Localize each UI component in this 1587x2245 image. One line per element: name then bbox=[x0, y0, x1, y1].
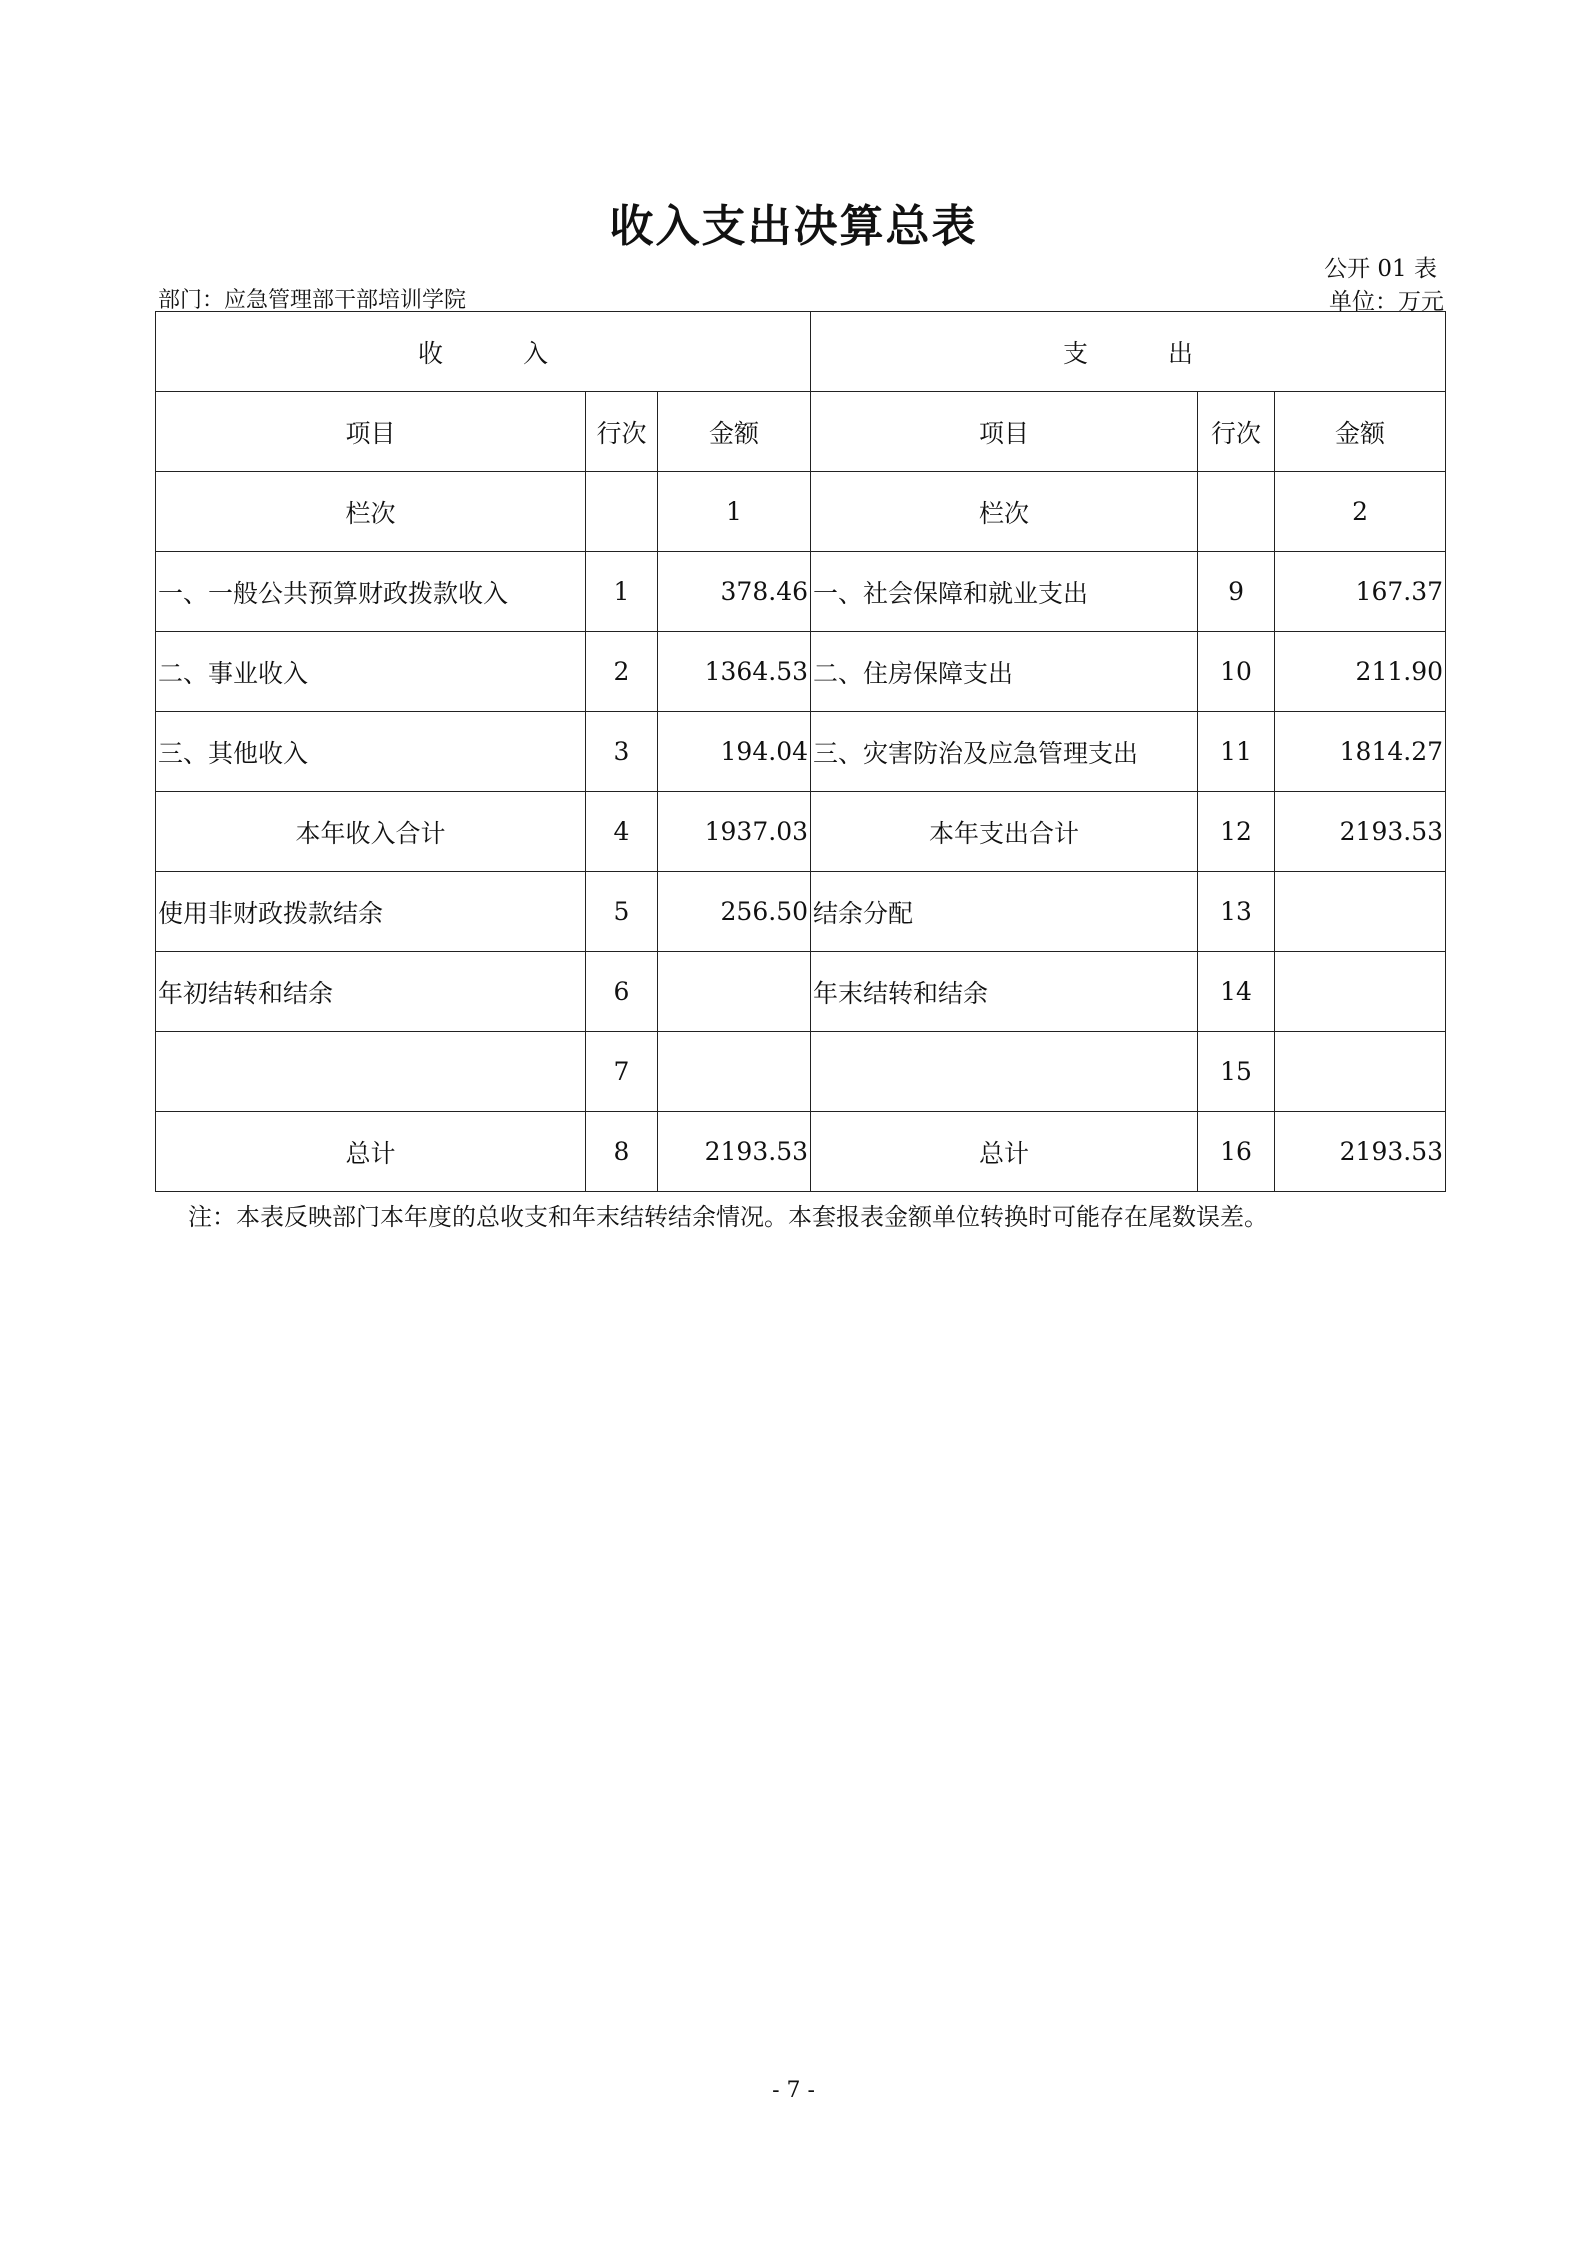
income-item-cell: 年初结转和结余 bbox=[156, 952, 586, 1032]
income-amount-cell: 1937.03 bbox=[658, 792, 811, 872]
expense-item-header: 项目 bbox=[811, 392, 1198, 472]
expense-column-label: 栏次 bbox=[811, 472, 1198, 552]
expense-item-cell: 本年支出合计 bbox=[811, 792, 1198, 872]
footnote: 注：本表反映部门本年度的总收支和年末结转结余情况。本套报表金额单位转换时可能存在尾数误差。 bbox=[188, 1203, 1268, 1231]
table-row bbox=[156, 632, 1446, 712]
column-header-row bbox=[156, 392, 1446, 472]
expense-item-cell: 年末结转和结余 bbox=[811, 952, 1198, 1032]
income-section-header bbox=[156, 312, 811, 392]
expense-column-number: 2 bbox=[1275, 472, 1446, 552]
income-item-cell: 总计 bbox=[156, 1112, 586, 1192]
income-item-cell: 三、其他收入 bbox=[156, 712, 586, 792]
expense-header-char-2: 出 bbox=[1168, 338, 1194, 368]
income-line-header: 行次 bbox=[586, 392, 658, 472]
income-header-char-2: 入 bbox=[523, 338, 549, 368]
income-amount-cell bbox=[658, 1032, 811, 1112]
expense-item-cell: 一、社会保障和就业支出 bbox=[811, 552, 1198, 632]
income-amount-cell: 256.50 bbox=[658, 872, 811, 952]
expense-line-cell: 16 bbox=[1198, 1112, 1275, 1192]
column-number-row bbox=[156, 472, 1446, 552]
income-item-cell bbox=[156, 1032, 586, 1112]
income-expense-table bbox=[155, 311, 1446, 1192]
report-title: 收入支出决算总表 bbox=[609, 201, 978, 252]
expense-column-line-empty bbox=[1198, 472, 1275, 552]
income-amount-cell bbox=[658, 952, 811, 1032]
expense-item-cell: 二、住房保障支出 bbox=[811, 632, 1198, 712]
expense-amount-cell bbox=[1275, 952, 1446, 1032]
table-row bbox=[156, 1112, 1446, 1192]
income-amount-cell: 2193.53 bbox=[658, 1112, 811, 1192]
table-row bbox=[156, 552, 1446, 632]
income-line-cell: 3 bbox=[586, 712, 658, 792]
expense-line-header: 行次 bbox=[1198, 392, 1275, 472]
expense-line-cell: 10 bbox=[1198, 632, 1275, 712]
expense-item-cell bbox=[811, 1032, 1198, 1112]
income-column-number: 1 bbox=[658, 472, 811, 552]
expense-amount-header: 金额 bbox=[1275, 392, 1446, 472]
income-line-cell: 6 bbox=[586, 952, 658, 1032]
section-header-row bbox=[156, 312, 1446, 392]
income-line-cell: 1 bbox=[586, 552, 658, 632]
expense-line-cell: 11 bbox=[1198, 712, 1275, 792]
income-line-cell: 5 bbox=[586, 872, 658, 952]
expense-line-cell: 12 bbox=[1198, 792, 1275, 872]
expense-header-char-1: 支 bbox=[1063, 338, 1089, 368]
expense-amount-cell: 211.90 bbox=[1275, 632, 1446, 712]
expense-line-cell: 9 bbox=[1198, 552, 1275, 632]
expense-amount-cell: 2193.53 bbox=[1275, 792, 1446, 872]
income-amount-cell: 1364.53 bbox=[658, 632, 811, 712]
income-line-cell: 8 bbox=[586, 1112, 658, 1192]
income-item-header: 项目 bbox=[156, 392, 586, 472]
income-line-cell: 2 bbox=[586, 632, 658, 712]
expense-amount-cell: 1814.27 bbox=[1275, 712, 1446, 792]
page-number: - 7 - bbox=[772, 2078, 815, 2103]
table-row bbox=[156, 952, 1446, 1032]
income-amount-cell: 194.04 bbox=[658, 712, 811, 792]
expense-item-cell: 三、灾害防治及应急管理支出 bbox=[811, 712, 1198, 792]
income-line-cell: 4 bbox=[586, 792, 658, 872]
expense-item-cell: 结余分配 bbox=[811, 872, 1198, 952]
expense-amount-cell: 2193.53 bbox=[1275, 1112, 1446, 1192]
expense-line-cell: 15 bbox=[1198, 1032, 1275, 1112]
table-row bbox=[156, 792, 1446, 872]
income-item-cell: 一、一般公共预算财政拨款收入 bbox=[156, 552, 586, 632]
income-column-line-empty bbox=[586, 472, 658, 552]
expense-amount-cell bbox=[1275, 1032, 1446, 1112]
table-row bbox=[156, 872, 1446, 952]
table-row bbox=[156, 1032, 1446, 1112]
expense-item-cell: 总计 bbox=[811, 1112, 1198, 1192]
income-item-cell: 二、事业收入 bbox=[156, 632, 586, 712]
table-body bbox=[156, 552, 1446, 1192]
income-amount-header: 金额 bbox=[658, 392, 811, 472]
income-header-char-1: 收 bbox=[417, 338, 443, 368]
income-column-label: 栏次 bbox=[156, 472, 586, 552]
expense-section-header bbox=[811, 312, 1446, 392]
department-label: 部门：应急管理部干部培训学院 bbox=[158, 288, 467, 313]
income-item-cell: 使用非财政拨款结余 bbox=[156, 872, 586, 952]
income-item-cell: 本年收入合计 bbox=[156, 792, 586, 872]
unit-label: 单位：万元 bbox=[1329, 289, 1444, 315]
expense-line-cell: 13 bbox=[1198, 872, 1275, 952]
expense-amount-cell bbox=[1275, 872, 1446, 952]
table-row bbox=[156, 712, 1446, 792]
income-amount-cell: 378.46 bbox=[658, 552, 811, 632]
expense-amount-cell: 167.37 bbox=[1275, 552, 1446, 632]
form-code: 公开 01 表 bbox=[1324, 256, 1437, 282]
expense-line-cell: 14 bbox=[1198, 952, 1275, 1032]
income-line-cell: 7 bbox=[586, 1032, 658, 1112]
